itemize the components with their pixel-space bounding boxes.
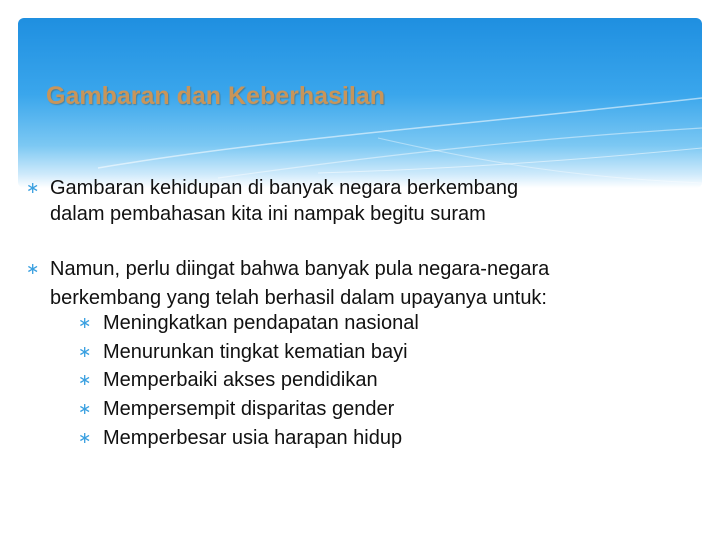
bullet-line: berkembang yang telah berhasil dalam upayanya untuk: — [50, 287, 547, 309]
sub-item-text: Menurunkan tingkat kematian bayi — [103, 341, 408, 363]
slide-title: Gambaran dan Keberhasilan — [46, 82, 386, 110]
sub-bullet-icon: ∗ — [78, 372, 92, 389]
sub-item-text: Memperbesar usia harapan hidup — [103, 427, 403, 449]
sub-item-text: Mempersempit disparitas gender — [103, 398, 395, 420]
sub-item — [103, 309, 419, 338]
bullet-icon: ∗ — [26, 180, 40, 197]
sub-bullet-icon: ∗ — [78, 315, 92, 332]
bullet-icon: ∗ — [26, 261, 40, 278]
sub-item-text: Memperbaiki akses pendidikan — [103, 369, 378, 391]
bullet-item-2 — [50, 255, 549, 313]
sub-bullet-icon: ∗ — [78, 430, 92, 447]
sub-bullet-icon: ∗ — [78, 344, 92, 361]
sub-item — [103, 366, 378, 395]
sub-item — [103, 424, 402, 453]
sub-item — [103, 395, 394, 424]
sub-item — [103, 338, 408, 367]
bullet-line: Gambaran kehidupan di banyak negara berkembang — [50, 177, 519, 199]
sub-item-text: Meningkatkan pendapatan nasional — [103, 312, 419, 334]
bullet-line: dalam pembahasan kita ini nampak begitu suram — [50, 203, 486, 225]
sub-bullet-icon: ∗ — [78, 401, 92, 418]
bullet-line: Namun, perlu diingat bahwa banyak pula negara-negara — [50, 258, 550, 280]
bullet-item-1 — [50, 174, 518, 229]
